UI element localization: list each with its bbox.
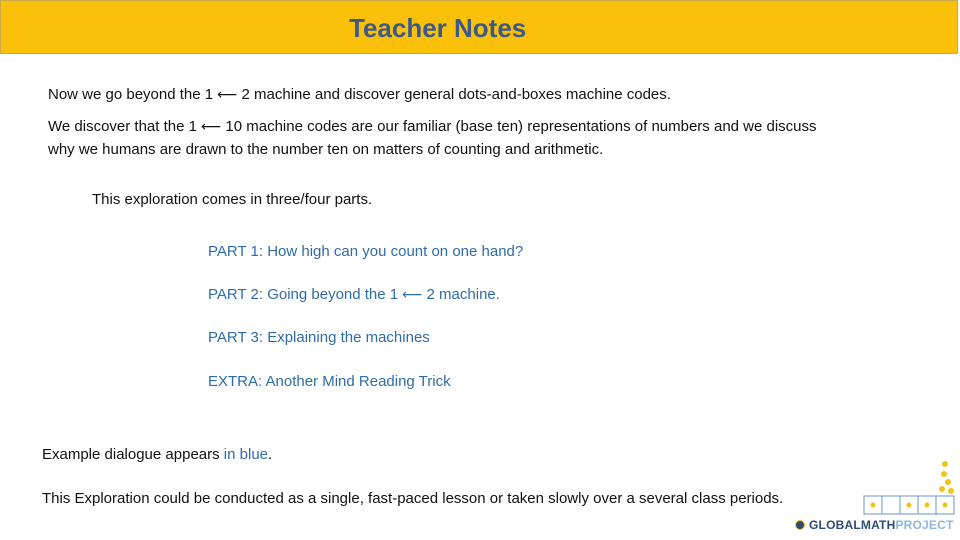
intro-line-2-start: We discover that the 1 xyxy=(48,118,202,135)
dot xyxy=(942,461,948,467)
dot xyxy=(907,503,912,508)
dot xyxy=(943,503,948,508)
part-2-title xyxy=(208,283,500,307)
header-banner xyxy=(0,0,958,54)
part-2-start: PART 2: Going beyond the 1 xyxy=(208,286,403,303)
page-title: Teacher Notes xyxy=(349,13,527,43)
extra-title: EXTRA: Another Mind Reading Trick xyxy=(208,373,451,390)
global-math-project-logo xyxy=(795,518,954,532)
intro-line-1-end: 2 machine and discover general dots-and-boxes machine codes. xyxy=(237,86,671,103)
dialogue-note-end: . xyxy=(268,446,273,463)
dialogue-note-blue: in blue xyxy=(223,446,268,463)
dot xyxy=(941,471,947,477)
intro-line-2-end: 10 machine codes are our familiar (base ten) representations of numbers and we discuss xyxy=(221,118,817,135)
part-1-title: PART 1: How high can you count on one hand? xyxy=(208,243,524,260)
logo-text: GLOBALMATHPROJECT xyxy=(809,518,954,532)
intro-line-2 xyxy=(48,115,817,139)
dot xyxy=(948,488,954,494)
part-2-end: 2 machine. xyxy=(422,286,500,303)
dot xyxy=(925,503,930,508)
parts-intro: This exploration comes in three/four parts. xyxy=(92,191,373,208)
globe-icon xyxy=(795,520,805,530)
part-3-title: PART 3: Explaining the machines xyxy=(208,329,430,346)
dots-and-boxes-decoration xyxy=(858,458,958,516)
intro-line-1 xyxy=(48,83,671,107)
intro-line-3: why we humans are drawn to the number ten on matters of counting and arithmetic. xyxy=(48,141,604,158)
left-arrow-symbol: ⟵ xyxy=(217,87,238,103)
dialogue-note xyxy=(42,443,272,466)
dot xyxy=(939,486,945,492)
box-2 xyxy=(882,496,900,514)
dot xyxy=(871,503,876,508)
dot xyxy=(945,479,951,485)
dialogue-note-start: Example dialogue appears xyxy=(42,446,224,463)
intro-line-1-start: Now we go beyond the 1 xyxy=(48,86,218,103)
left-arrow-symbol: ⟵ xyxy=(201,119,222,135)
left-arrow-symbol: ⟵ xyxy=(402,287,423,303)
conduct-note: This Exploration could be conducted as a single, fast-paced lesson or taken slowly over a several class periods. xyxy=(42,490,784,507)
